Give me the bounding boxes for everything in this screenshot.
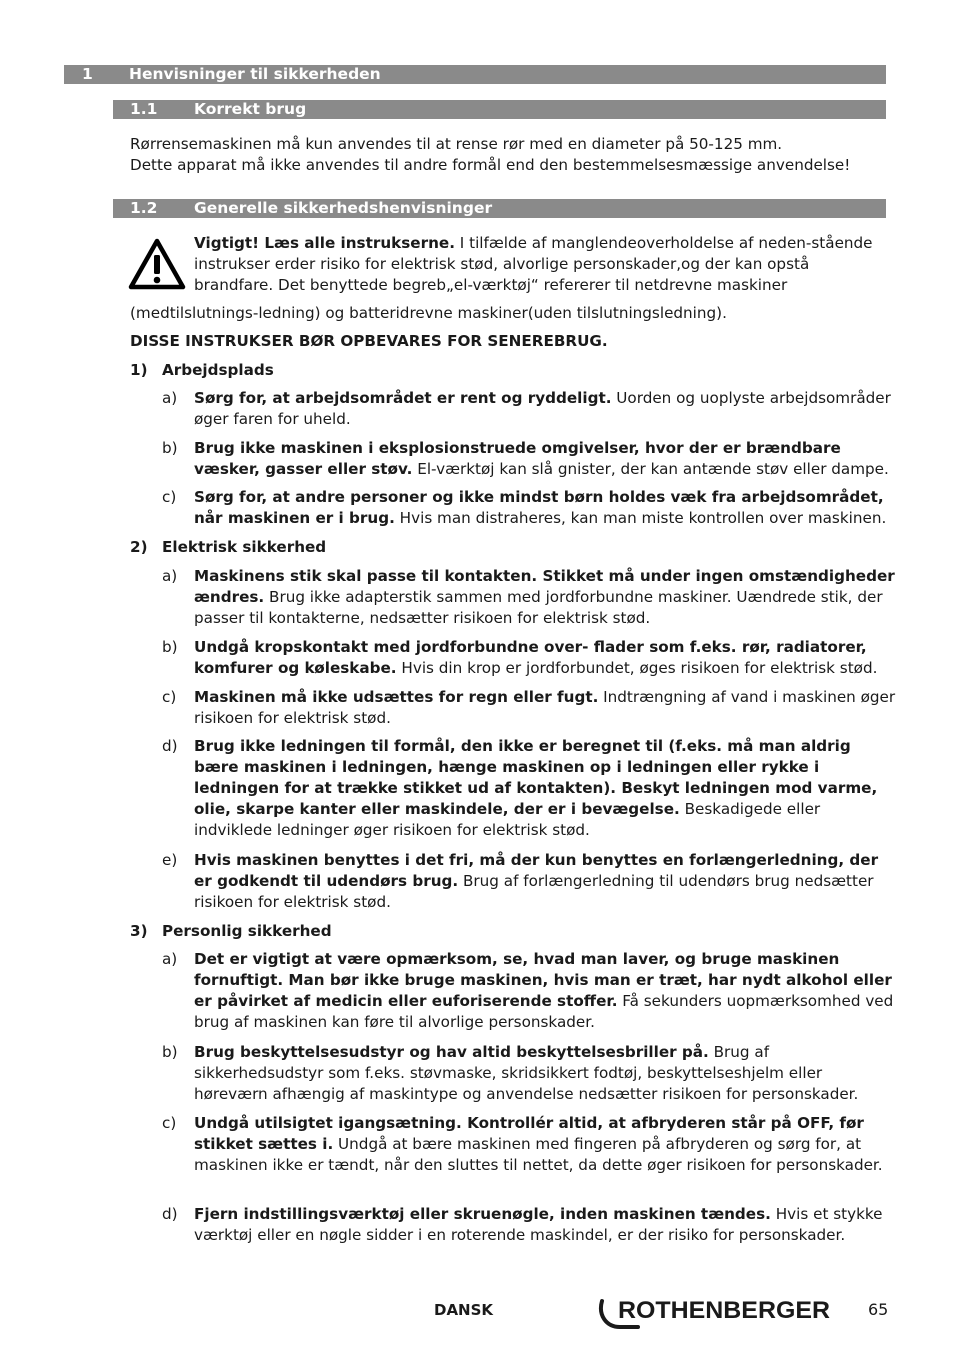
item-letter: d) (162, 737, 178, 755)
group-number: 1) (130, 361, 148, 379)
section-number: 1 (82, 65, 93, 83)
brand-wordmark: ROTHENBERGER (618, 1297, 830, 1324)
item-text: Brug af forlængerledning til udendørs brug nedsætter risikoen for elektrisk stød. (194, 872, 874, 911)
list-item (162, 1042, 897, 1105)
item-letter: a) (162, 389, 178, 407)
section-title: Generelle sikkerhedshenvisninger (194, 199, 493, 217)
group-number: 3) (130, 922, 148, 940)
list-item (162, 438, 897, 480)
item-text: Brug ikke adapterstik sammen med jordforbundne maskiner. Uændrede stik, der passer til kontakterne, nedsætter risikoen for elektrisk stød. (194, 588, 883, 627)
item-bold: Sørg for, at arbejdsområdet er rent og ryddeligt. (194, 389, 612, 407)
item-letter: b) (162, 439, 178, 457)
item-bold: Brug beskyttelsesudstyr og hav altid beskyttelsesbriller på. (194, 1043, 709, 1061)
item-letter: e) (162, 851, 178, 869)
item-bold: Det er vigtigt at være opmærksom, se, hvad man laver, og bruge maskinen fornuftigt. Man bør ikke bruge maskinen, hvis man er træt, har nydt alkohol eller er påvirket af medicin eller euforiserende stoffer. (194, 950, 892, 1010)
warning-text: I tilfælde af manglendeoverholdelse af neden-stående instrukser erder risiko for elektrisk stød, alvorlige personskader,og der kan opstå brandfare. Det benyttede begreb„el-værktøj“ refererer til netdrevne maskiner (194, 234, 873, 294)
item-text: Hvis din krop er jordforbundet, øges risikoen for elektrisk stød. (396, 659, 878, 677)
list-item (162, 487, 897, 529)
item-text: Brug af sikkerhedsudstyr som f.eks. støvmaske, skridsikkert fodtøj, beskyttelseshjelm eller høreværn afhængig af maskintype og anvendelse nedsætter risikoen for personskader. (194, 1043, 859, 1103)
group-title: Personlig sikkerhed (162, 922, 332, 940)
item-text: Hvis et stykke værktøj eller en nøgle sidder i en roterende maskindel, er der risiko for personskader. (194, 1205, 883, 1244)
warning-triangle-icon (128, 238, 186, 290)
group-number: 2) (130, 538, 148, 556)
rothenberger-logo (596, 1293, 836, 1335)
item-text: Uorden og uoplyste arbejdsområder øger faren for uheld. (194, 389, 891, 428)
item-bold: Maskinens stik skal passe til kontakten. Stikket må under ingen omstændigheder ændres. (194, 567, 895, 606)
item-letter: b) (162, 638, 178, 656)
correct-use-text (130, 134, 900, 176)
list-item (162, 566, 897, 629)
item-bold: Fjern indstillingsværktøj eller skruenøgle, inden maskinen tændes. (194, 1205, 771, 1223)
section-header-1 (64, 65, 886, 84)
list-item (162, 687, 897, 729)
list-item (162, 850, 897, 913)
item-letter: c) (162, 488, 177, 506)
item-letter: a) (162, 567, 178, 585)
item-bold: Hvis maskinen benyttes i det fri, må der kun benyttes en forlængerledning, der er godkendt til udendørs brug. (194, 851, 879, 890)
section-title: Korrekt brug (194, 100, 307, 118)
item-text: Indtrængning af vand i maskinen øger risikoen for elektrisk stød. (194, 688, 896, 727)
item-text: Hvis man distraheres, kan man miste kontrollen over maskinen. (394, 509, 887, 527)
item-text: Undgå at bære maskinen med fingeren på afbryderen og sørg for, at maskinen ikke er tændt, når den sluttes til nettet, da dette øger risikoen for personskader. (194, 1135, 883, 1174)
list-item (162, 736, 897, 841)
list-item (162, 949, 897, 1033)
group-title: Arbejdsplads (162, 361, 274, 379)
item-bold: Brug ikke ledningen til formål, den ikke er beregnet til (f.eks. må man aldrig bære maskinen i ledningen, hænge maskinen op i ledningen eller rykke i ledningen for at trække stikket ud af kontakten). Beskyt ledningen mod varme, olie, skarpe kanter eller maskindele, der er i bevægelse. (194, 737, 878, 818)
footer-language: DANSK (434, 1301, 494, 1319)
item-text: Beskadigede eller indviklede ledninger øger risikoen for elektrisk stød. (194, 800, 821, 839)
item-bold: Brug ikke maskinen i eksplosionstruede omgivelser, hvor der er brændbare væsker, gasser eller støv. (194, 439, 841, 478)
keep-instructions-notice: DISSE INSTRUKSER BØR OPBEVARES FOR SENEREBRUG. (130, 332, 608, 350)
item-bold: Undgå kropskontakt med jordforbundne over- flader som f.eks. rør, radiatorer, komfurer og køleskabe. (194, 638, 867, 677)
group-title: Elektrisk sikkerhed (162, 538, 327, 556)
item-bold: Undgå utilsigtet igangsætning. Kontrollér altid, at afbryderen står på OFF, før stikket sættes i. (194, 1114, 864, 1153)
section-header-1-2 (113, 199, 886, 218)
item-letter: c) (162, 688, 177, 706)
correct-use-line-1: Rørrensemaskinen må kun anvendes til at rense rør med en diameter på 50-125 mm. (130, 135, 783, 153)
section-number: 1.2 (130, 199, 158, 217)
item-letter: b) (162, 1043, 178, 1061)
page-number: 65 (868, 1300, 889, 1319)
correct-use-line-2: Dette apparat må ikke anvendes til andre formål end den bestemmelsesmæssige anvendelse! (130, 156, 851, 174)
section-header-1-1 (113, 100, 886, 119)
warning-paragraph (194, 233, 884, 296)
item-bold: Sørg for, at andre personer og ikke mindst børn holdes væk fra arbejdsområdet, når maskinen er i brug. (194, 488, 884, 527)
list-item (162, 1113, 897, 1176)
list-item (162, 388, 897, 430)
list-item (162, 1204, 897, 1246)
item-text: Få sekunders uopmærksomhed ved brug af maskinen kan føre til alvorlige personskader. (194, 992, 894, 1031)
item-letter: d) (162, 1205, 178, 1223)
warning-continuation: (medtilslutnings-ledning) og batteridrevne maskiner(uden tilslutningsledning). (130, 304, 727, 322)
item-text: El-værktøj kan slå gnister, der kan antænde støv eller dampe. (412, 460, 889, 478)
section-title: Henvisninger til sikkerheden (129, 65, 381, 83)
warning-bold: Vigtigt! Læs alle instrukserne. (194, 234, 455, 252)
item-letter: a) (162, 950, 178, 968)
list-item (162, 637, 897, 679)
section-number: 1.1 (130, 100, 158, 118)
item-bold: Maskinen må ikke udsættes for regn eller fugt. (194, 688, 599, 706)
item-letter: c) (162, 1114, 177, 1132)
